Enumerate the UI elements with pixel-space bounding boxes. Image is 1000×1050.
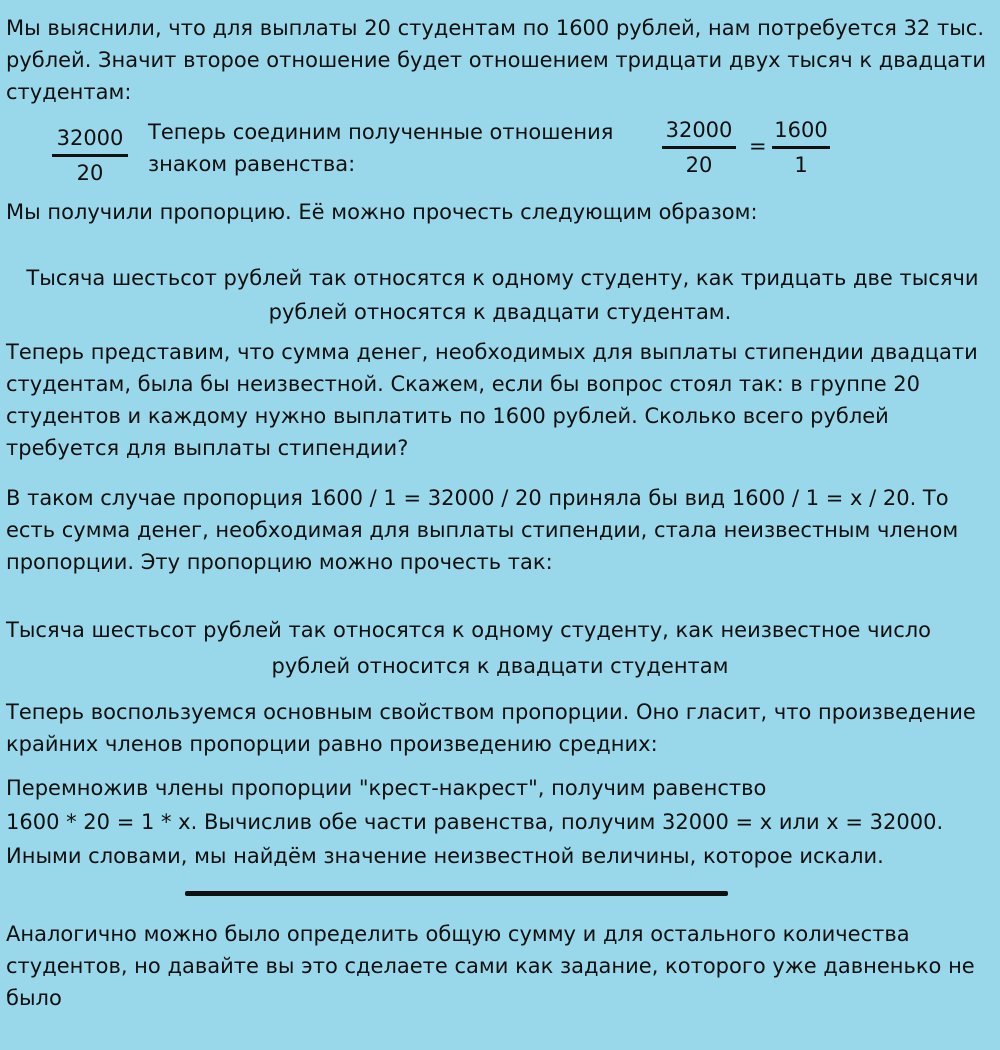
proportion-left-numerator: 32000 [665, 118, 733, 142]
proportion-right-denominator: 1 [794, 153, 808, 177]
proportion-right-numerator: 1600 [774, 118, 828, 142]
cross-multiply-line1: Перемножив члены пропорции "крест-накрест", получим равенство [6, 776, 767, 800]
join-text-line1: Теперь соединим полученные отношения [148, 120, 614, 144]
fraction-32000-over-20 [52, 124, 128, 187]
fraction-numerator: 32000 [56, 126, 124, 150]
proportion-left-fraction [662, 116, 736, 179]
proportion-obtained-text: Мы получили пропорцию. Её можно прочесть следующим образом: [6, 200, 758, 224]
fraction-bar [662, 146, 736, 149]
task-paragraph: Аналогично можно было определить общую сумму и для остального количества студентов, но давайте вы это сделаете сами как задание, которого уже давненько не было [6, 922, 975, 1010]
cross-multiply-line3: Иными словами, мы найдём значение неизвестной величины, которое искали. [6, 844, 884, 868]
equals-sign: = [749, 134, 767, 158]
join-text-line2: знаком равенства: [148, 152, 356, 176]
cross-multiply-line2: 1600 * 20 = 1 * x. Вычислив обе части равенства, получим 32000 = x или x = 32000. [6, 810, 944, 834]
divider-line [185, 891, 728, 896]
intro-paragraph: Мы выяснили, что для выплаты 20 студентам по 1600 рублей, нам потребуется 32 тыс. рублей. Значит второе отношение будет отношением тридцати двух тысяч к двадцати студентам: [6, 16, 987, 104]
fraction-denominator: 20 [76, 161, 104, 185]
quote2-line2: рублей относится к двадцати студентам [271, 654, 729, 678]
quote1-line2: рублей относятся к двадцати студентам. [268, 300, 732, 324]
fraction-bar [52, 154, 128, 157]
quote1-line1: Тысяча шестьсот рублей так относятся к одному студенту, как тридцать две тысячи [26, 266, 979, 290]
quote2-line1: Тысяча шестьсот рублей так относятся к одному студенту, как неизвестное число [6, 618, 932, 642]
proportion-right-fraction [772, 116, 830, 179]
property-paragraph: Теперь воспользуемся основным свойством пропорции. Оно гласит, что произведение крайних членов пропорции равно произведению средних: [6, 700, 976, 756]
proportion-form-paragraph: В таком случае пропорция 1600 / 1 = 32000 / 20 приняла бы вид 1600 / 1 = x / 20. То есть сумма денег, необходимая для выплаты стипендии, стала неизвестным членом пропорции. Эту пропорцию можно прочесть так: [6, 486, 959, 574]
fraction-bar [772, 146, 830, 149]
proportion-left-denominator: 20 [685, 153, 713, 177]
unknown-sum-paragraph: Теперь представим, что сумма денег, необходимых для выплаты стипендии двадцати студентам, была бы неизвестной. Скажем, если бы вопрос стоял так: в группе 20 студентов и каждому нужно выплатить по 1600 рублей. Сколько всего рублей требуется для выплаты стипендии? [6, 340, 978, 460]
